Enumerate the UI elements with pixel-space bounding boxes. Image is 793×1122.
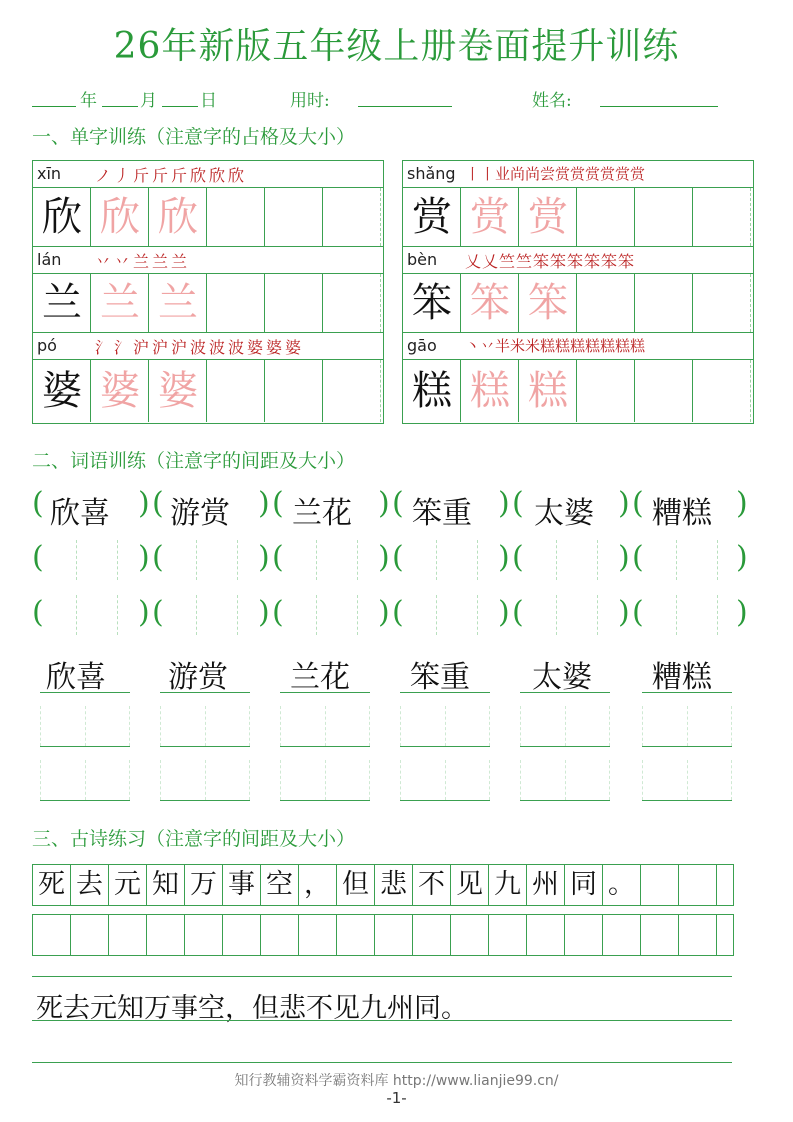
model-char: 笨 (412, 280, 452, 326)
pinyin-label: shǎng (407, 164, 456, 183)
poem-char: 。 (603, 865, 641, 905)
char-row (403, 274, 753, 333)
stroke-order: 丷丷兰兰兰 (95, 252, 191, 271)
writing-line[interactable] (32, 1062, 732, 1063)
day-label: 日 (200, 91, 217, 111)
word: 糟糕 (652, 496, 712, 531)
word-row-practice[interactable]: ( ) ( ) ( ) ( ) ( ) ( ) (32, 540, 752, 582)
poem-char: 死 (33, 865, 71, 905)
word-row-model (32, 486, 752, 531)
poem-char: 州 (527, 865, 565, 905)
pinyin-row (33, 247, 383, 274)
word: 欣喜 (50, 496, 110, 531)
poem-char: 不 (413, 865, 451, 905)
section-2-title: 二、词语训练（注意字的间距及大小） (32, 450, 356, 472)
poem-char: 九 (489, 865, 527, 905)
word-grid-practice[interactable] (0, 760, 793, 804)
char-row (33, 360, 383, 422)
word-row-practice[interactable]: ( ) ( ) ( ) ( ) ( ) ( ) (32, 595, 752, 637)
trace-char[interactable]: 欣 (100, 194, 140, 240)
trace-char[interactable]: 欣 (158, 194, 198, 240)
rule-line (32, 1020, 732, 1021)
poem-grid-practice[interactable] (32, 914, 734, 956)
pinyin-row (403, 333, 753, 360)
pinyin-label: bèn (407, 250, 438, 269)
poem-grid-model (32, 864, 734, 906)
paren-open: ( (152, 486, 164, 521)
rule-line (32, 976, 732, 977)
char-row (33, 274, 383, 333)
poem-char: ， (299, 865, 337, 905)
model-char: 兰 (42, 280, 82, 326)
month-label: 月 (140, 91, 157, 111)
pinyin-row (403, 247, 753, 274)
stroke-order: ノ丿斤斤斤欣欣欣 (95, 166, 248, 185)
trace-char[interactable]: 糕 (528, 368, 568, 414)
paren-open: ( (392, 486, 404, 521)
section-1-title: 一、单字训练（注意字的占格及大小） (32, 126, 356, 148)
trace-char[interactable]: 婆 (100, 368, 140, 414)
paren-open: ( (512, 486, 524, 521)
trace-char[interactable]: 赏 (528, 194, 568, 240)
pinyin-row (33, 161, 383, 188)
poem-free-line: 死去元知万事空，但悲不见九州同。 (36, 993, 468, 1024)
pinyin-label: pó (37, 336, 57, 355)
word-line-model (0, 652, 793, 697)
pinyin-label: gāo (407, 336, 437, 355)
stroke-order: 乂乂竺竺笨笨笨笨笨笨 (465, 252, 636, 271)
model-char: 婆 (42, 368, 82, 414)
char-row (403, 188, 753, 247)
stroke-order: 丶丷半米米糕糕糕糕糕糕糕 (465, 337, 646, 355)
model-char: 欣 (42, 194, 82, 240)
trace-char[interactable]: 赏 (470, 194, 510, 240)
word: 欣喜 (46, 660, 106, 695)
month-blank[interactable] (102, 106, 138, 107)
section-3-title: 三、古诗练习（注意字的间距及大小） (32, 828, 356, 850)
trace-char[interactable]: 笨 (470, 280, 510, 326)
pinyin-row (403, 161, 753, 188)
char-box-left (32, 160, 384, 424)
year-label: 年 (80, 91, 97, 111)
poem-char: 见 (451, 865, 489, 905)
paren-open: ( (272, 486, 284, 521)
footer-source: 知行教辅资料学霸资料库 http://www.lianjie99.cn/ (234, 1073, 559, 1089)
paren-close: ) (498, 486, 510, 521)
paren-close: ) (138, 486, 150, 521)
poem-char: 悲 (375, 865, 413, 905)
poem-char: 但 (337, 865, 375, 905)
paren-close: ) (378, 486, 390, 521)
word-grid-practice[interactable] (0, 706, 793, 750)
pinyin-label: lán (37, 250, 62, 269)
poem-char: 万 (185, 865, 223, 905)
word: 太婆 (532, 660, 592, 695)
stroke-order: 氵氵沪沪沪波波波婆婆婆 (95, 338, 305, 357)
stroke-order: 丨丨业尚尚尝赏赏赏赏赏赏 (465, 165, 646, 183)
pinyin-label: xīn (37, 164, 62, 183)
word: 游赏 (168, 660, 228, 695)
time-blank[interactable] (358, 106, 452, 107)
name-blank[interactable] (600, 106, 718, 107)
word: 游赏 (170, 496, 230, 531)
word: 太婆 (534, 496, 594, 531)
trace-char[interactable]: 兰 (158, 280, 198, 326)
page-number: -1- (386, 1089, 407, 1107)
time-label: 用时: (290, 91, 330, 111)
paren-close: ) (736, 486, 748, 521)
page-title: 26年新版五年级上册卷面提升训练 (113, 26, 680, 67)
poem-char: 空 (261, 865, 299, 905)
paren-open: ( (32, 486, 44, 521)
poem-char: 元 (109, 865, 147, 905)
year-blank[interactable] (32, 106, 76, 107)
paren-close: ) (618, 486, 630, 521)
char-row (403, 360, 753, 422)
trace-char[interactable]: 笨 (528, 280, 568, 326)
name-label: 姓名: (532, 91, 572, 111)
word: 糟糕 (652, 660, 712, 695)
word: 兰花 (292, 496, 352, 531)
trace-char[interactable]: 糕 (470, 368, 510, 414)
header-fields (32, 86, 732, 112)
poem-char: 去 (71, 865, 109, 905)
word: 笨重 (412, 496, 472, 531)
poem-char: 同 (565, 865, 603, 905)
day-blank[interactable] (162, 106, 198, 107)
trace-char[interactable]: 兰 (100, 280, 140, 326)
model-char: 赏 (412, 194, 452, 240)
poem-char: 事 (223, 865, 261, 905)
paren-open: ( (632, 486, 644, 521)
poem-char: 知 (147, 865, 185, 905)
pinyin-row (33, 333, 383, 360)
char-box-right (402, 160, 754, 424)
trace-char[interactable]: 婆 (158, 368, 198, 414)
word: 笨重 (410, 660, 470, 695)
char-row (33, 188, 383, 247)
word: 兰花 (290, 660, 350, 695)
paren-close: ) (258, 486, 270, 521)
model-char: 糕 (412, 368, 452, 414)
